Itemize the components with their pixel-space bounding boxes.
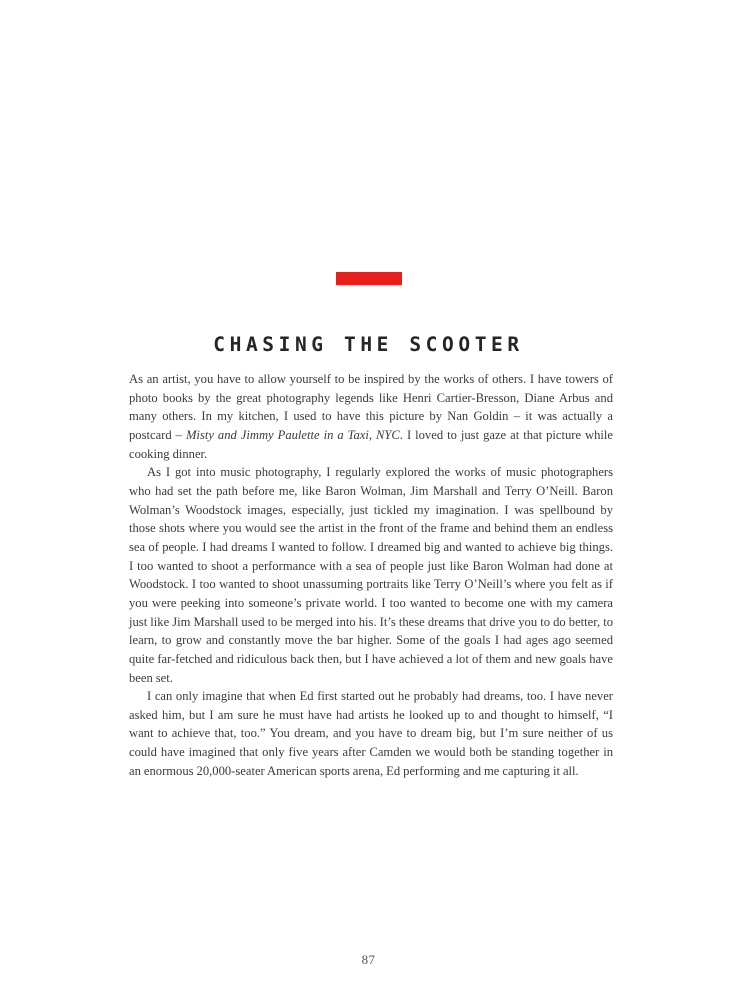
body-paragraph <box>129 370 613 463</box>
page-number: 87 <box>361 952 376 967</box>
chapter-ornament <box>0 272 737 285</box>
chapter-title: CHASING THE SCOOTER <box>213 333 524 357</box>
body-text-run: I can only imagine that when Ed first started out he probably had dreams, too. I have never asked him, but I am sure he must have had artists he looked up to and thought to himself, “I want to achieve that, too.” You dream, and you have to dream big, but I’m sure neither of us could have imagined that only five years after Camden we would both be standing together in an enormous 20,000-seater American sports arena, Ed performing and me capturing it all. <box>129 689 613 778</box>
body-text <box>129 370 613 780</box>
body-paragraph <box>129 687 613 780</box>
red-rule-icon <box>336 272 402 285</box>
body-text-run: . I loved to just gaze at that picture while cooking dinner. <box>129 427 613 461</box>
body-text-run: As an artist, you have to allow yourself to be inspired by the works of others. I have towers of photo books by the great photography legends like Henri Cartier-Bresson, Diane Arbus and many others. In my kitchen, I used to have this picture by Nan Goldin – it was actually a postcard – <box>129 372 613 442</box>
body-text-run: As I got into music photography, I regularly explored the works of music photographers who had set the path before me, like Baron Wolman, Jim Marshall and Terry O’Neill. Baron Wolman’s Woodstock images, especially, just tickled my imagination. I was spellbound by those shots where you would see the artist in the front of the frame and behind them an endless sea of people. I had dreams I wanted to follow. I dreamed big and wanted to achieve big things. I too wanted to shoot a performance with a sea of people just like Baron Wolman had done at Woodstock. I too wanted to shoot unassuming portraits like Terry O’Neill’s where you felt as if you were peeking into someone’s private world. I too wanted to become one with my camera just like Jim Marshall used to be merged into his. It’s these dreams that drive you to do better, to learn, to grow and constantly move the bar higher. Some of the goals I had ages ago seemed quite far-fetched and ridiculous back then, but I have achieved a lot of them and new goals have been set. <box>129 465 613 685</box>
cited-work-title: Misty and Jimmy Paulette in a Taxi, NYC <box>185 427 400 442</box>
body-paragraph <box>129 463 613 687</box>
